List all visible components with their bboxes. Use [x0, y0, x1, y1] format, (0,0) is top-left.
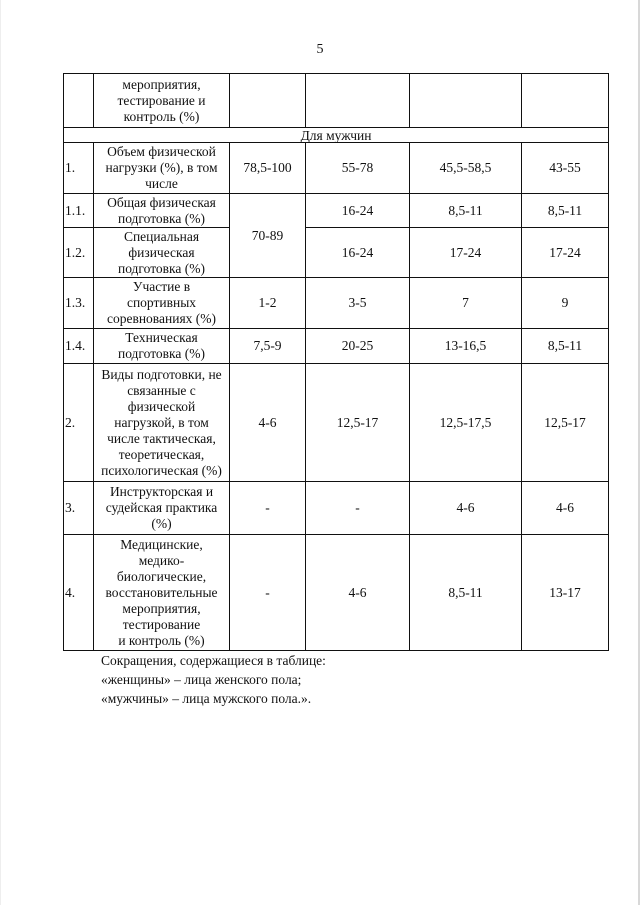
row-label: Виды подготовки, не связанные с физической нагрузкой, в том числе тактическая, теоретическая, психологическая (%) — [94, 364, 230, 482]
row-label: Объем физической нагрузки (%), в том числе — [94, 143, 230, 194]
row-number: 2. — [64, 364, 94, 482]
table-row — [64, 482, 609, 535]
row-number: 4. — [64, 535, 94, 651]
note-line: Сокращения, содержащиеся в таблице: — [101, 653, 326, 668]
cell-col1: 4-6 — [230, 364, 306, 482]
cell-col1: 1-2 — [230, 278, 306, 329]
cell-label: мероприятия, тестирование и контроль (%) — [94, 74, 230, 128]
cell-col3: 45,5-58,5 — [410, 143, 522, 194]
cell-col4: 9 — [522, 278, 609, 329]
cell-col4: 17-24 — [522, 228, 609, 278]
cell-col3: 13-16,5 — [410, 329, 522, 364]
cell-col3: 17-24 — [410, 228, 522, 278]
cell-col1 — [230, 74, 306, 128]
cell-col3: 8,5-11 — [410, 194, 522, 228]
cell-col3: 4-6 — [410, 482, 522, 535]
page-number: 5 — [316, 42, 324, 57]
row-label: Участие в спортивных соревнованиях (%) — [94, 278, 230, 329]
cell-col1: - — [230, 482, 306, 535]
cell-col2: 16-24 — [306, 228, 410, 278]
note-line: «женщины» – лица женского пола; — [101, 672, 302, 687]
cell-col4: 8,5-11 — [522, 329, 609, 364]
cell-col4: 8,5-11 — [522, 194, 609, 228]
cell-col2: 16-24 — [306, 194, 410, 228]
cell-num — [64, 74, 94, 128]
cell-col2: 55-78 — [306, 143, 410, 194]
table-row-continued — [64, 74, 609, 128]
cell-col1: - — [230, 535, 306, 651]
abbreviations-note — [101, 651, 326, 708]
cell-col3 — [410, 74, 522, 128]
cell-col4: 13-17 — [522, 535, 609, 651]
training-ratio-table — [63, 73, 609, 651]
cell-col2: 3-5 — [306, 278, 410, 329]
section-header-row — [64, 128, 609, 143]
row-number: 1.1. — [64, 194, 94, 228]
row-label: Инструкторская и судейская практика (%) — [94, 482, 230, 535]
scan-edge-left — [0, 0, 1, 905]
cell-col4: 12,5-17 — [522, 364, 609, 482]
section-header-men: Для мужчин — [64, 128, 609, 143]
row-number: 1.4. — [64, 329, 94, 364]
cell-col2: - — [306, 482, 410, 535]
row-number: 1.2. — [64, 228, 94, 278]
cell-col1-merged: 70-89 — [230, 194, 306, 278]
cell-col1: 7,5-9 — [230, 329, 306, 364]
row-number: 1.3. — [64, 278, 94, 329]
cell-col4: 43-55 — [522, 143, 609, 194]
row-label: Специальная физическая подготовка (%) — [94, 228, 230, 278]
row-label: Общая физическая подготовка (%) — [94, 194, 230, 228]
table-row — [64, 278, 609, 329]
row-number: 3. — [64, 482, 94, 535]
cell-col3: 8,5-11 — [410, 535, 522, 651]
cell-col3: 12,5-17,5 — [410, 364, 522, 482]
cell-col2: 20-25 — [306, 329, 410, 364]
cell-col1: 78,5-100 — [230, 143, 306, 194]
cell-col2: 12,5-17 — [306, 364, 410, 482]
table-row — [64, 143, 609, 194]
cell-col2 — [306, 74, 410, 128]
note-line: «мужчины» – лица мужского пола.». — [101, 691, 312, 706]
table-row — [64, 535, 609, 651]
table-row — [64, 228, 609, 278]
table-row — [64, 194, 609, 228]
row-label: Техническая подготовка (%) — [94, 329, 230, 364]
row-label: Медицинские, медико- биологические, восстановительные мероприятия, тестирование и контроль (%) — [94, 535, 230, 651]
cell-col3: 7 — [410, 278, 522, 329]
table-row — [64, 364, 609, 482]
cell-col4 — [522, 74, 609, 128]
cell-col4: 4-6 — [522, 482, 609, 535]
row-number: 1. — [64, 143, 94, 194]
table-row — [64, 329, 609, 364]
cell-col2: 4-6 — [306, 535, 410, 651]
